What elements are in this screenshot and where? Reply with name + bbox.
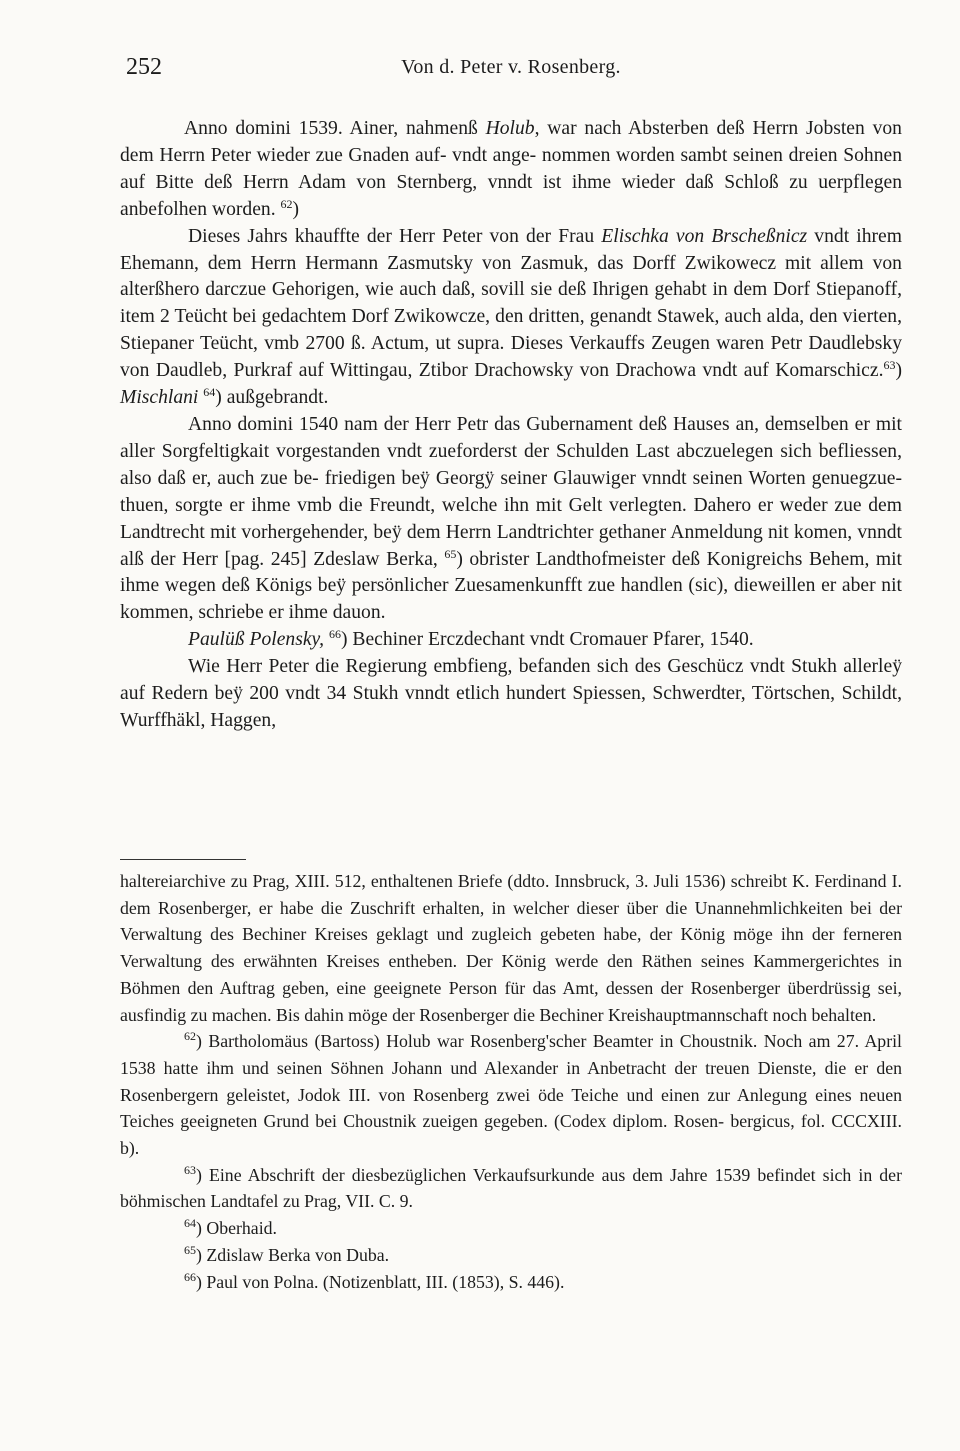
text-run: Anno domini 1540 nam der Herr Petr das Gubernament deß Hauses bbox=[188, 413, 730, 435]
text-run: ) Zdislaw Berka von Duba. bbox=[196, 1244, 390, 1265]
body-text bbox=[120, 116, 902, 735]
footnote-ref: 66 bbox=[184, 1269, 196, 1284]
footnote-ref: 62 bbox=[184, 1029, 196, 1044]
text-run: bergicus, fol. CCCXIII. b). bbox=[120, 1111, 902, 1159]
text-run: Choustnik. Noch am 27. April 1538 hatte ihm und seinen Söhnen Johann und bbox=[120, 1031, 902, 1078]
text-run: Alexander in Anbetracht der treuen Dienste, die er den Rosenbergern geleistet, bbox=[120, 1057, 902, 1105]
text-run: Dieses Verkauffs Zeugen waren Petr Daudlebsky von Daudleb, Purkraf bbox=[120, 333, 902, 382]
page-number: 252 bbox=[126, 54, 162, 80]
footnote-ref: 64 bbox=[203, 385, 216, 400]
text-run: seines Kammergerichtes in Böhmen den Auftrag geben, eine geeignete Person bbox=[120, 951, 903, 998]
text-run: auf Wittingau, Ztibor Drachowsky von Drachowa vndt auf Komarschicz. bbox=[298, 360, 884, 382]
italic-text: Brscheßnicz bbox=[711, 225, 808, 247]
text-run: Zasmuk, das Dorff Zwikowecz mit allem von alterßhero darczue Gehorigen, bbox=[120, 252, 902, 301]
text-run: vndt ihrem Ehemann, dem Herrn Hermann Zasmutsky von bbox=[120, 225, 902, 274]
text-run: der Schulden Last abczuelegen sich befliessen, also daß er, auch zue be- bbox=[120, 440, 902, 489]
text-run: ) Bartholomäus (Bartoss) Holub war Rosenberg'scher Beamter in bbox=[196, 1031, 674, 1052]
text-run: ) Paul von Polna. (Notizenblatt, III. (1853), S. 446). bbox=[196, 1271, 565, 1292]
italic-text: Holub bbox=[485, 118, 535, 139]
text-run: thuen, sorgte er ihme vmb die Freundt, welche ihn mit Gelt verlegten. bbox=[120, 494, 687, 516]
paragraph bbox=[120, 116, 902, 224]
text-run: für das Amt, dessen der Rosenberger überdrüssig sei, ausfindig zu machen. Bis bbox=[120, 977, 902, 1025]
text-run: Anno domini 1539. Ainer, nahmenß bbox=[184, 118, 486, 139]
paragraph bbox=[120, 412, 902, 627]
footnote-ref: 65 bbox=[184, 1242, 196, 1257]
text-run: Teiches geeigneten Grund bei Choustnik zueigen gegeben. (Codex diplom. Rosen- bbox=[120, 1111, 725, 1132]
text-run: Dahero er weder zue dem Landtrecht mit vorhergehender, beÿ dem Herrn bbox=[120, 494, 902, 543]
paragraph bbox=[120, 654, 902, 735]
text-run: Zdeslaw Berka, bbox=[313, 548, 445, 570]
text-run: ) obrister Landthofmeister deß Konigreichs Behem, mit bbox=[456, 548, 903, 570]
text-run: nommen worden sambt seinen dreien Sohnen auf Bitte deß Herrn Adam bbox=[120, 144, 903, 193]
text-run: auch alda, den vierten, Stiepaner Teücht, vmb 2700 ß. Actum, ut supra. bbox=[120, 306, 902, 355]
text-run: Dieses Jahrs khauffte der Herr Peter von der Frau bbox=[188, 225, 602, 247]
footnote-ref: 64 bbox=[184, 1216, 196, 1231]
footnote-ref: 63 bbox=[184, 1162, 196, 1177]
footnotes bbox=[120, 868, 902, 1295]
footnote-ref: 63 bbox=[883, 358, 896, 373]
footnote bbox=[120, 1028, 902, 1162]
footnote-divider bbox=[120, 859, 246, 860]
text-run: ) bbox=[292, 198, 300, 220]
text-run: vndt Stukh allerleÿ auf Redern beÿ 200 vndt 34 Stukh vnndt etlich bbox=[120, 656, 902, 705]
text-run: dieweillen er aber nit kommen, schriebe er ihme dauon. bbox=[120, 575, 902, 624]
text-run: ) Eine Abschrift der diesbezüglichen Verkaufsurkunde aus dem Jahre 1539 bbox=[196, 1164, 751, 1185]
footnote bbox=[120, 868, 902, 1028]
text-run: in welcher dieser über die Unannehmlichkeiten bei der Verwaltung des Bechiner bbox=[120, 897, 902, 945]
footnote bbox=[120, 1162, 902, 1215]
text-run: Kreises geklagt und zugleich gebeten habe, der König möge ihn der ferneren bbox=[314, 924, 902, 945]
text-run: friedigen beÿ Georgÿ seiner Glauwiger vnndt seinen Worten genuegzue- bbox=[324, 467, 902, 489]
text-run: von Sternberg, vnndt ist ihme wieder daß Schloß zu uerpflegen anbefolhen bbox=[120, 171, 903, 220]
text-run: hundert Spiessen, Schwerdter, Törtschen, Schildt, Wurffhäkl, Haggen, bbox=[120, 683, 902, 731]
running-title: Von d. Peter v. Rosenberg. bbox=[401, 56, 621, 78]
text-run: ) Bechiner Erczdechant vndt Cromauer Pfarer, 1540. bbox=[340, 629, 754, 651]
footnote-ref: 66 bbox=[328, 627, 341, 642]
text-run: Wie Herr Peter die Regierung embfieng, befanden sich des Geschücz bbox=[188, 656, 744, 678]
text-run: ) bbox=[895, 360, 903, 382]
text-run: Herrn Jobsten von dem Herrn Peter wieder zue Gnaden auf- vndt ange- bbox=[120, 118, 902, 166]
text-run: ) außgebrandt. bbox=[215, 387, 329, 409]
text-run: ) Oberhaid. bbox=[196, 1218, 277, 1239]
footnote bbox=[120, 1242, 902, 1269]
text-run: an, demselben er mit aller Sorgfeltigkait vorgestanden vndt zueforderst bbox=[120, 413, 902, 462]
footnote bbox=[120, 1215, 902, 1242]
paragraph bbox=[120, 627, 902, 654]
text-run: 1536) schreibt K. Ferdinand I. dem Rosenberger, er habe die Zuschrift erhalten, bbox=[120, 871, 902, 918]
text-run: Verwaltung des erwähnten Kreises entheben. Der König werde den Räthen bbox=[120, 951, 693, 972]
text-run: worden. bbox=[211, 198, 281, 220]
italic-text: Elischka von bbox=[601, 225, 705, 247]
paragraph bbox=[120, 224, 902, 412]
text-run: Landtrichter gethaner Anmeldung nit komen, vnndt alß der Herr [pag. 245] bbox=[120, 521, 902, 570]
italic-text: Mischlani bbox=[120, 387, 199, 409]
text-run: Jodok III. von Rosenberg zwei öde Teiche und einen zur Anlegung eines neuen bbox=[297, 1084, 902, 1105]
text-run: , war nach Absterben deß bbox=[534, 118, 745, 139]
text-run: wie auch daß, sovill sie deß Ihrigen gehabt in dem Dorf Stiepanoff, item bbox=[120, 279, 902, 328]
footnote-ref: 62 bbox=[280, 196, 293, 211]
footnote-ref: 65 bbox=[444, 546, 457, 561]
text-run: 2 Teücht bei gedachtem Dorf Zwikowcze, den dritten, genandt Stawek, bbox=[159, 306, 720, 328]
text-run: befindet sich in der böhmischen Landtafel zu Prag, VII. C. 9. bbox=[120, 1164, 902, 1212]
footnote bbox=[120, 1269, 902, 1296]
italic-text: Paulüß Polensky, bbox=[188, 629, 325, 651]
text-run: haltereiarchive zu Prag, XIII. 512, enthaltenen Briefe (ddto. Innsbruck, 3. Juli bbox=[120, 871, 680, 891]
text-run: ihme wegen deß Königs beÿ persönlicher Zuesamenkunfft zue handlen (sic), bbox=[120, 575, 729, 597]
text-run: dahin möge der Rosenberger die Bechiner Kreishauptmannschaft noch behalten. bbox=[304, 1004, 877, 1025]
page-header bbox=[120, 54, 902, 88]
